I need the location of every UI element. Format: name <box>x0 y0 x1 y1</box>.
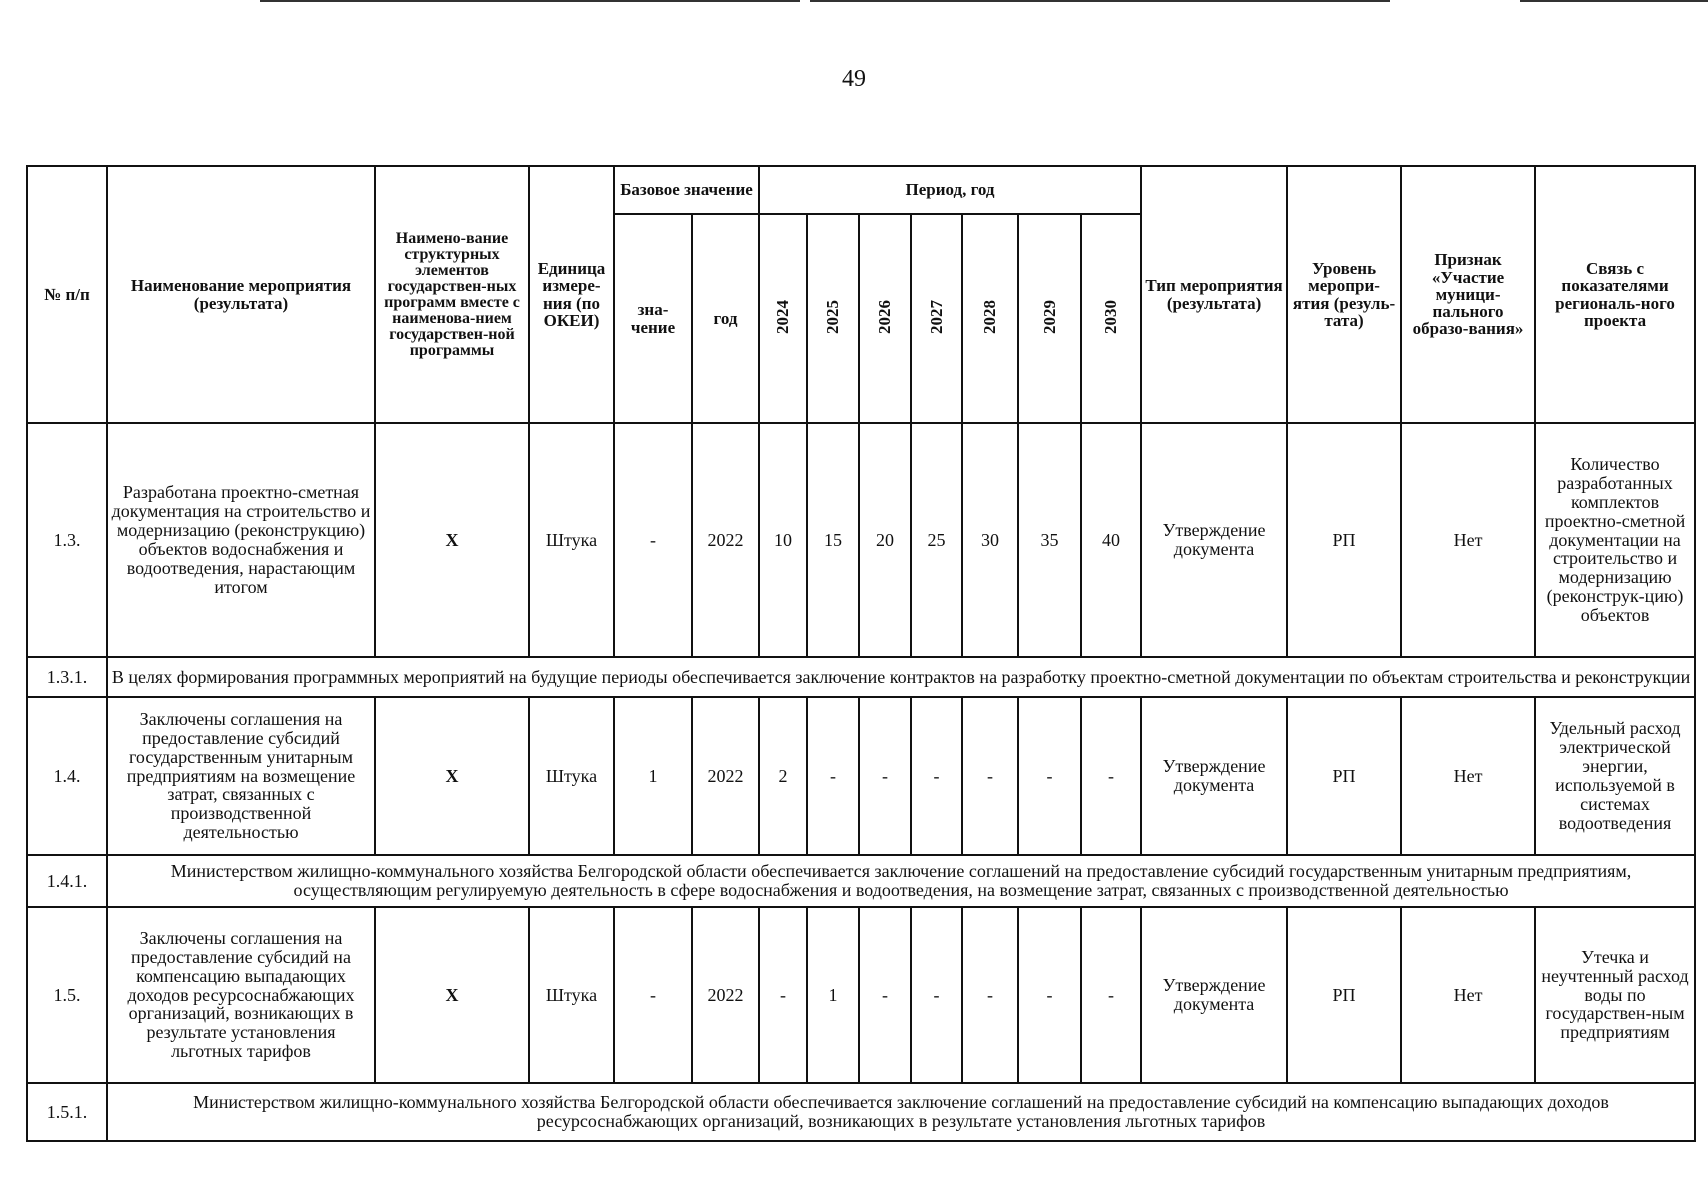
row-type: Утверждение документа <box>1141 697 1287 855</box>
header-year-2026: 2026 <box>859 214 911 423</box>
row-year-value: 30 <box>962 423 1018 657</box>
row-base-value: - <box>614 423 692 657</box>
header-num: № п/п <box>27 166 107 423</box>
table-subrow <box>27 657 1695 697</box>
row-year-value: 40 <box>1081 423 1141 657</box>
header-year-2028: 2028 <box>962 214 1018 423</box>
header-year-2024: 2024 <box>759 214 807 423</box>
subrow-text: В целях формирования программных мероприятий на будущие периоды обеспечивается заключение контрактов на разработку проектно-сметной документации по объектам строительства и реконструкции <box>107 657 1695 697</box>
subrow-text: Министерством жилищно-коммунального хозяйства Белгородской области обеспечивается заключение соглашений на предоставление субсидий государственным унитарным предприятиям, осуществляющим регулируемую деятельность в сфере водоснабжения и водоотведения, на возмещение затрат, связанных с производственной деятельностью <box>107 855 1695 907</box>
row-municipal: Нет <box>1401 423 1535 657</box>
scan-top-line <box>810 0 1390 2</box>
row-municipal: Нет <box>1401 697 1535 855</box>
header-year-2027: 2027 <box>911 214 962 423</box>
row-level: РП <box>1287 423 1401 657</box>
row-year-value: - <box>962 697 1018 855</box>
row-year-value: 10 <box>759 423 807 657</box>
row-base-year: 2022 <box>692 423 759 657</box>
header-year-2029: 2029 <box>1018 214 1081 423</box>
header-base-year: год <box>692 214 759 423</box>
row-year-value: - <box>962 907 1018 1083</box>
row-name: Заключены соглашения на предоставление субсидий государственным унитарным предприятиям на возмещение затрат, связанных с производственной деятельностью <box>107 697 375 855</box>
row-num: 1.4. <box>27 697 107 855</box>
header-period: Период, год <box>759 166 1141 214</box>
table-row <box>27 907 1695 1083</box>
scan-top-line <box>1520 0 1708 2</box>
table-subrow <box>27 1083 1695 1141</box>
row-year-value: 35 <box>1018 423 1081 657</box>
table-row <box>27 697 1695 855</box>
header-link: Связь с показателями региональ-ного проекта <box>1535 166 1695 423</box>
subrow-text: Министерством жилищно-коммунального хозяйства Белгородской области обеспечивается заключение соглашений на предоставление субсидий на компенсацию выпадающих доходов ресурсоснабжающих организаций, возникающих в результате установления льготных тарифов <box>107 1083 1695 1141</box>
header-year-2030: 2030 <box>1081 214 1141 423</box>
header-type: Тип мероприятия (результата) <box>1141 166 1287 423</box>
row-link: Утечка и неучтенный расход воды по государствен-ным предприятиям <box>1535 907 1695 1083</box>
row-base-value: - <box>614 907 692 1083</box>
row-structural: Х <box>375 907 529 1083</box>
row-structural: Х <box>375 423 529 657</box>
row-year-value: - <box>911 697 962 855</box>
row-year-value: - <box>807 697 859 855</box>
row-link: Количество разработанных комплектов проектно-сметной документации на строительство и модернизацию (реконструк-цию) объектов <box>1535 423 1695 657</box>
row-year-value: 20 <box>859 423 911 657</box>
row-num: 1.3. <box>27 423 107 657</box>
subrow-num: 1.4.1. <box>27 855 107 907</box>
header-level: Уровень меропри-ятия (резуль-тата) <box>1287 166 1401 423</box>
row-year-value: - <box>1018 697 1081 855</box>
scan-top-line <box>260 0 800 2</box>
row-name: Разработана проектно-сметная документация на строительство и модернизацию (реконструкцию) объектов водоснабжения и водоотведения, нарастающим итогом <box>107 423 375 657</box>
header-structural: Наимено-вание структурных элементов государствен-ных программ вместе с наименова-нием государствен-ной программы <box>375 166 529 423</box>
row-municipal: Нет <box>1401 907 1535 1083</box>
row-year-value: 15 <box>807 423 859 657</box>
table-subrow <box>27 855 1695 907</box>
row-year-value: 25 <box>911 423 962 657</box>
header-municipal: Признак «Участие муници-пального образо-вания» <box>1401 166 1535 423</box>
row-base-year: 2022 <box>692 907 759 1083</box>
row-base-value: 1 <box>614 697 692 855</box>
row-year-value: - <box>1081 697 1141 855</box>
row-structural: Х <box>375 697 529 855</box>
row-link: Удельный расход электрической энергии, используемой в системах водоотведения <box>1535 697 1695 855</box>
row-year-value: - <box>1018 907 1081 1083</box>
table-row <box>27 423 1695 657</box>
subrow-num: 1.5.1. <box>27 1083 107 1141</box>
row-year-value: - <box>911 907 962 1083</box>
row-unit: Штука <box>529 423 614 657</box>
row-type: Утверждение документа <box>1141 423 1287 657</box>
row-type: Утверждение документа <box>1141 907 1287 1083</box>
row-year-value: - <box>859 907 911 1083</box>
row-year-value: 1 <box>807 907 859 1083</box>
row-year-value: 2 <box>759 697 807 855</box>
row-base-year: 2022 <box>692 697 759 855</box>
header-base-value: зна-чение <box>614 214 692 423</box>
row-unit: Штука <box>529 697 614 855</box>
row-year-value: - <box>859 697 911 855</box>
row-level: РП <box>1287 907 1401 1083</box>
row-num: 1.5. <box>27 907 107 1083</box>
header-base: Базовое значение <box>614 166 759 214</box>
header-year-2025: 2025 <box>807 214 859 423</box>
header-unit: Единица измере-ния (по ОКЕИ) <box>529 166 614 423</box>
row-unit: Штука <box>529 907 614 1083</box>
row-year-value: - <box>1081 907 1141 1083</box>
row-name: Заключены соглашения на предоставление субсидий на компенсацию выпадающих доходов ресурсоснабжающих организаций, возникающих в результате установления льготных тарифов <box>107 907 375 1083</box>
row-year-value: - <box>759 907 807 1083</box>
measures-table <box>26 165 1696 1142</box>
header-name: Наименование мероприятия (результата) <box>107 166 375 423</box>
page-number: 49 <box>842 66 866 92</box>
row-level: РП <box>1287 697 1401 855</box>
subrow-num: 1.3.1. <box>27 657 107 697</box>
